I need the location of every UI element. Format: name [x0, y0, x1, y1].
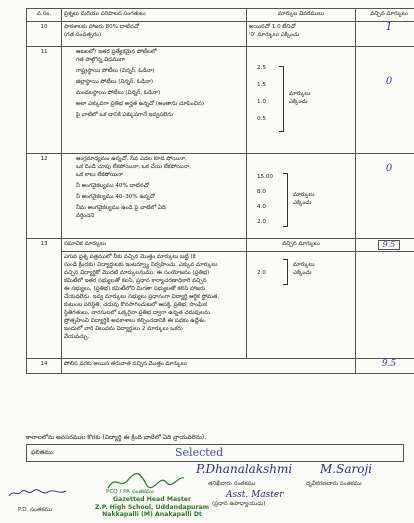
criteria-line: వేయవచ్చు. — [64, 334, 90, 340]
criteria-line: సుండి క్రిందకు) విద్యార్థులకు ఇంటర్వ్యూ నిర్వహించు. ఎక్కువ మార్కులు — [64, 262, 218, 268]
table-row — [27, 154, 414, 239]
criteria-line: ఒక కాలు లేకపోయినా — [76, 172, 123, 178]
mark-value: 8.0 — [257, 189, 266, 195]
row-criteria — [62, 252, 247, 359]
signature-scribble — [8, 488, 68, 498]
row-awarded — [356, 22, 414, 47]
signature-verifier: M.Saroji — [320, 462, 372, 476]
marks-label-line: మార్కులు — [293, 192, 315, 198]
marks-label-line: మార్కులు — [289, 91, 311, 97]
criteria-line: పోలిన వరకు అయిన తరువాత వచ్చిన మొత్తం మార్కులు — [64, 361, 187, 367]
marks-label — [289, 90, 310, 106]
stamp-line: Z.P. High School, Uddandapuram — [94, 503, 210, 511]
row-marks-detail — [247, 47, 356, 154]
row-marks-detail — [247, 22, 356, 47]
awarded-handwritten: 1 — [385, 21, 393, 33]
signature-caption-pco: PCO / PA సంతకము — [106, 489, 154, 495]
stamp-line: Gazetted Head Master — [112, 496, 192, 503]
criteria-line: ఎగువ ప్రశ్న పత్రములో నీకు వచ్చిన మొత్తం మార్కులు బట్టి (కె — [64, 254, 196, 260]
row-criteria — [62, 22, 247, 47]
marks-label-line: ఎక్కించు — [293, 200, 312, 206]
row-marks-detail — [247, 252, 356, 359]
marks-cell — [249, 155, 353, 237]
signature-caption-pd: P.D. సంతకము — [18, 507, 53, 513]
row-title: సమాచిక మార్కులు — [62, 239, 247, 252]
marks-cell — [249, 48, 353, 152]
table-row — [27, 47, 414, 154]
criteria-line: నీమ అంగవైకల్యము ఉండి పై వాటిలో ఏది — [76, 205, 166, 211]
mark-value: 2.0 — [257, 270, 266, 276]
criteria-line: జిల్లాస్థాయి పోటీలు (విన్నర్, ఓడినా) — [76, 79, 154, 85]
row-criteria — [62, 154, 247, 239]
criteria-line: నీ అంగవైకల్యము 40–30% ఉన్నచో — [76, 194, 155, 200]
awarded-handwritten: 0 — [385, 76, 393, 87]
header-sno: వ.సం. — [27, 9, 62, 22]
marks-label-line: ఎక్కించు — [293, 270, 312, 276]
criteria-line: ఇందులో వారి విలువను విద్యార్థులు 2 మార్కులు ఒకరు — [64, 326, 183, 332]
sub-value-handwritten: 9.5 — [378, 240, 401, 250]
marks-label-line: మార్కులు — [293, 262, 315, 268]
criteria-line: పాఠశాలకు హాజరు 80% దాటినచో — [64, 24, 140, 30]
criteria-line: పై వాటిలో ఒక దానికి ఎక్కువగానే ఇవ్వవలెను — [76, 112, 173, 118]
total-handwritten: 9.5 — [381, 359, 397, 369]
signature-inspector-title: Asst. Master — [226, 490, 284, 500]
school-stamp — [84, 496, 220, 519]
table-header-row — [27, 9, 414, 22]
signature-inspector: P.Dhanalakshmi — [196, 462, 293, 476]
criteria-line: వచ్చిన విద్యార్థికో మొదటి మార్కులనుము. ఈ సంయోజనం (ప్రతిభ) — [64, 270, 210, 276]
marks-label — [293, 191, 314, 207]
row-criteria — [62, 47, 247, 154]
criteria-line: ప్రోత్సహించి విద్యార్థికి అవకాశాలు కల్పించడానికి ఈ పథకం ఉద్దేశం. — [64, 318, 207, 324]
table-row — [27, 359, 414, 374]
awarded-handwritten: 0 — [385, 163, 393, 174]
marks-label-line: ఎక్కించు — [289, 99, 308, 105]
stamp-line: Nakkapalli (M) Anakapalli Dt — [102, 511, 202, 518]
evaluation-table — [26, 8, 414, 374]
marks-line: '0' మార్కులు ఎక్కించు — [249, 32, 300, 38]
criteria-line: ఒక దిండి చూపు లేకపోయినా, ఒక చేయి లేకపోయినా, — [76, 164, 192, 170]
table-row — [27, 239, 414, 252]
row-sno: 12 — [27, 154, 62, 239]
mark-value: 15.00 — [257, 174, 274, 180]
result-box — [26, 444, 404, 462]
mark-value: 2.5 — [257, 65, 266, 71]
signature-caption-inspector-sub: (ప్రధాన ఉపాధ్యాయుడు) — [212, 501, 266, 507]
result-value: Selected — [175, 446, 224, 459]
criteria-line: వర్తించని — [76, 213, 95, 219]
row-sno: 14 — [27, 359, 62, 374]
marks-label — [293, 261, 314, 277]
mark-value: 1.5 — [257, 82, 266, 88]
mark-value: 2.0 — [257, 219, 266, 225]
criteria-line: ఆంగ్లమాధ్యమం ఉన్నచో, సేవ ఎడల కూడ పోయినా, — [76, 156, 187, 162]
criteria-line: ఆటలలో/ ఇతర ప్రత్యేకమైన పోటీలలో — [76, 49, 157, 55]
table-row — [27, 252, 414, 359]
criteria-line: కుటుంబ పరిస్థితి, చదువు కొనసాగించుటలో ఆసక్తి, ప్రతిభ, సాంఘిక — [64, 302, 207, 308]
criteria-line: (గత సంవత్సరం) — [64, 32, 102, 38]
signature-caption-inspector: తనిఖీదారు సంతకము — [208, 481, 256, 487]
row-criteria — [62, 359, 356, 374]
sub-value — [356, 239, 414, 252]
row-sno: 11 — [27, 47, 62, 154]
marks-values — [257, 269, 266, 277]
criteria-line: ఈ సభ్యులు, (ప్రతిభ) కమిటీలోని మిగతా సభ్యులతో కలిసి హాజరు — [64, 286, 206, 292]
header-awarded: వచ్చిన మార్కులు — [356, 9, 414, 22]
row-marks-detail — [247, 154, 356, 239]
marks-bracket — [283, 173, 288, 227]
marks-line: అయినచో 1.0 లేనిచో — [249, 24, 296, 30]
row-awarded — [356, 154, 414, 239]
header-marks-detail: మార్కుల వివరములు — [247, 9, 356, 22]
row-awarded — [356, 252, 414, 359]
result-label: ఫలితము: — [31, 449, 55, 456]
criteria-line: కమిటీలో ఇతర సభ్యులతో కలసి, ప్రధాన కార్యాచరణాధికారి వచ్చిన — [64, 278, 207, 284]
row-awarded — [356, 47, 414, 154]
row-awarded — [356, 359, 414, 374]
marks-values — [257, 64, 266, 123]
mark-value: 0.5 — [257, 116, 266, 122]
criteria-line: మండలస్థాయి పోటీలు (విన్నర్, ఓడినా) — [76, 90, 161, 96]
header-criteria: ప్రశ్నలు మరియు పరిపాలన సంగతులు — [62, 9, 247, 22]
criteria-line: చేయవలెను. ఇవ్వ మార్కులు సభ్యులు ప్రధానంగా విద్యార్థి ఆర్థిక స్థోమత, — [64, 294, 220, 300]
marks-values — [257, 173, 273, 226]
signature-caption-verifier: ధృవీకరణదారు సంతకము — [306, 481, 362, 487]
criteria-line: నీ అంగవైకల్యము 40% దాటినచో — [76, 183, 149, 189]
row-sno: 10 — [27, 22, 62, 47]
criteria-line: అలా ఎక్కువగా ప్రతిభ అర్హత ఉన్నచో (అంతాను చూపించిన) — [76, 101, 205, 107]
signature-pd — [8, 488, 68, 500]
sub-label: వచ్చిన మార్కులు — [247, 239, 356, 252]
row-sno: 13 — [27, 239, 62, 359]
mark-value: 1.0 — [257, 99, 266, 105]
criteria-line: రాష్ట్రస్థాయి పోటీలు (విన్నర్, ఓడినా) — [76, 68, 155, 74]
marks-bracket — [279, 66, 284, 132]
footer-note: కాలాలలోను అవసరముల కొరకు (విద్యార్థి ఈ క్రింది వాటిలో ఏది వ్రాయవలెను). — [26, 434, 207, 441]
mark-value: 4.0 — [257, 204, 266, 210]
marks-cell — [249, 253, 353, 357]
criteria-line: గత పాల్గొన్న విధముగా — [76, 57, 126, 63]
table-row — [27, 22, 414, 47]
marks-bracket — [283, 259, 288, 285]
criteria-line: స్థితిగతులు, వారసులలో ఒక్కరైనా ప్రతిభ ద్వారా ఉన్నత చదువులను — [64, 310, 210, 316]
